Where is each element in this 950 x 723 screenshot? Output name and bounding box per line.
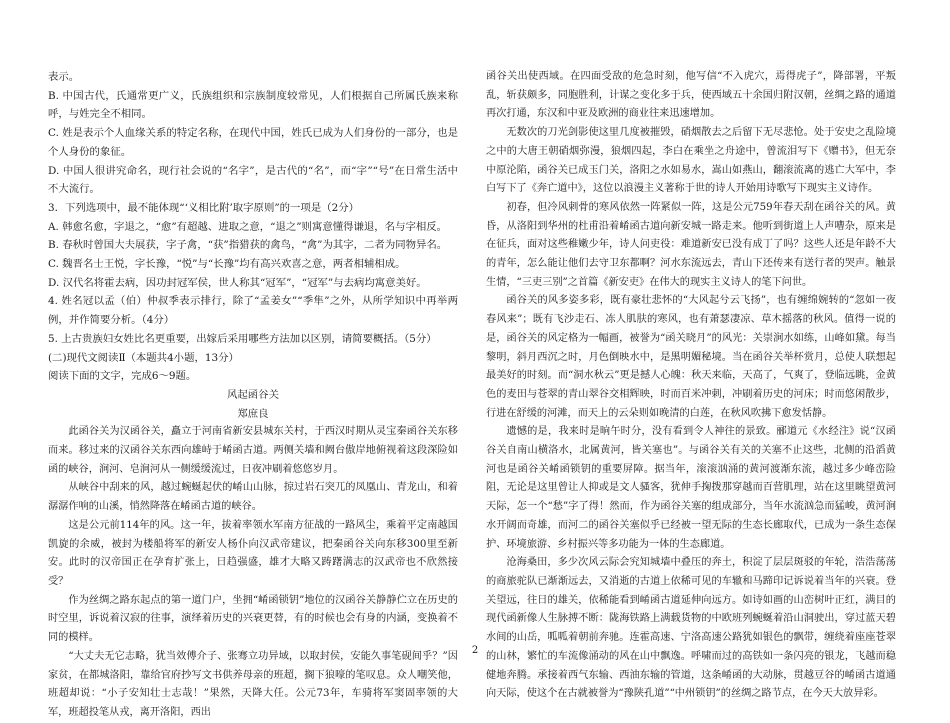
question-line: 表示。 — [48, 71, 80, 83]
essay-paragraph: 函谷关的风多姿多彩，既有豪壮悲怀的“大风起兮云飞扬”，也有缠绵婉转的“忽如一夜春风来”；既有飞沙走石、冻人肌肤的寒风，也有萧瑟凄凉、草木摇落的秋风。值得一说的是，函谷关的风定格为一幅画，被誉为“函关晓月”的风光：关崇涧水如练，山峰如黛。每当黎明，斜月西沉之时，月色倒映水中，是黑明媚秘境。当在函谷关举杯赏月，总使人联想起最美好的时刻。而“洞水秋云”更是撼人心魄：秋天来临，天高了，气爽了，登临远眺，金黄色的麦田与苍翠的青山翠谷交相辉映，时而百米冲刺，冲刷着历史的河床；时而悠闲散步，行进在舒缓的河滩，而天上的云朵则如晚清的白莲，在秋风吹拂下愈发恬静。 — [486, 295, 896, 419]
right-column — [486, 68, 896, 704]
question-option: C. 姓是表示个人血缘关系的特定名称，在现代中国，姓氏已成为人们身份的一部分，也是个人身份的象征。 — [48, 127, 458, 158]
essay-paragraph: 无数次的刀光剑影使这里几度被摧毁，硝烟散去之后留下无尽悲怆。处于安史之乱险境之中的大唐王朝硝烟弥漫，狼烟四起，李白在乘坐之舟途中，曾流泪写下《赠书》，但无奈中原沦陷，函谷关已成玉门关，洛阳之水如易水，嵩山如燕山，翻滚流离的逃亡大军中，李白写下了《奔亡道中》，这位以浪漫主义著称于世的诗人开始用诗歌写下现实主义诗作。 — [486, 127, 896, 195]
question-option: D. 中国人很讲究命名，现行社会说的“名字”，是古代的“名”，而“字”“号”在日常生活中不大流行。 — [48, 164, 458, 196]
essay-paragraph: 从峡谷中刮来的风，越过蜿蜒起伏的崤山山脉，掠过岩石突兀的凤凰山、青龙山，和着潺潺作响的山溪，悄然降落在崤函古道的峡谷。 — [48, 482, 458, 513]
left-column — [48, 68, 458, 723]
essay-author: 郑庶良 — [237, 407, 269, 420]
question-option: D. 汉代名将霍去病，因功封冠军侯，世人称其“冠军”，“冠军”与去病均寓意美好。 — [48, 276, 427, 289]
essay-paragraph: “大丈夫无它志略，犹当效傅介子、张骞立功异域，以取封侯，安能久事笔砚间乎？”因家贫，在都城洛阳，靠给官府抄写文书供养母亲的班超，搁下狼嚎的笔叹息。众人嘲笑他，班超却说：“小子安知壮士志哉！”果然，天降大任。公元73年，车骑将军窦固率领的大军，班超投笔从戎，离开洛阳，西出 — [48, 650, 458, 718]
section-instruction: 阅读下面的文字，完成6～9题。 — [48, 370, 197, 383]
essay-paragraph: 函谷关出使西域。在四面受敌的危急时刻，他写信“不入虎穴，焉得虎子”，降部署，平叛乱，斩获颇多，同胞胜利，计谋之变化多于兵，使西域五十余国归附汉朝，丝绸之路的通道再次打通，东汉和中亚及欧洲的商业往来迅速增加。 — [486, 71, 896, 120]
essay-paragraph: 此函谷关为汉函谷关，矗立于河南省新安县城东关村，于西汉时期从灵宝秦函谷关东移而来。移过来的汉函谷关东西向雄峙于崤函古道。两侧关墙和阙台傲岸地俯视着这段深险如函的峡谷，涧河、皂涧河从一侧缓缓流过，日夜冲刷着悠悠岁月。 — [48, 426, 458, 475]
essay-paragraph: 沧海桑田，多少次风云际会究知城墙中叠压的奔土，积淀了层层斑驳的年轮，浩浩荡荡的商旅驼队已渐渐远去，又消逝的古道上依稀可见的车辙和马蹄印记诉说着当年的兴衰。登关望远，往日的雄关，依稀能看到崤函古道延伸向远方。如诗如画的山峦树叶正红，满目的现代函新像人生脉搏不断：陇海铁路上满载货物的中欧班列蜿蜒着沿山洞驶出，穿过蓝天碧水间的山岳，呱呱着朝前奔驰。连霍高速、宁洛高速公路犹如银色的飘带，缠绕着座座苍翠的山林，繁忙的车流像涌动的风在山中飘逸。呼啸而过的高铁如一条闪亮的银龙，飞越而稳健地奔腾。承接着西气东输、西油东输的管道，这条崤函的大动脉，贯越豆谷的崤函古道通向天际，使这个在古就被誉为“豫陕孔道”“中州锁钥”的丝绸之路节点，在今天大放异彩。 — [486, 557, 896, 700]
question-option: A. 韩愈名愈，字退之，“愈”有超越、进取之意，“退之”则寓意懂得谦退，名与字相反。 — [48, 220, 448, 233]
question-stem: 3．下列选项中，最不能体现“‘义相比附’取字原则”的一项是（2分） — [48, 201, 359, 214]
question-stem: 5. 上古贵族妇女姓比名更重要，出嫁后采用哪些方法加以区别，请简要概括。（5分） — [48, 332, 437, 345]
section-heading: (二)现代文阅读Ⅱ（本题共4小题，13分） — [48, 351, 239, 364]
question-option: B. 中国古代，氏通常更广义，氏族组织和宗族制度较常见，人们根据自己所属氏族来称呼，与姓完全不相同。 — [48, 89, 458, 121]
essay-paragraph: 初春，但冷风刺骨的寒风依然一阵紧似一阵，这是公元759年春天刮在函谷关的风。黄昏，从洛阳到华州的杜甫沿着崤函古道向新安城一路走来。他听到街道上人声嘈杂，原来是在征兵，面对这些稚嫩少年，诗人问吏役：难道新安已没有成丁了吗？这些人还是年龄不大的青年，怎么能让他们去守卫东都啊？河水东流远去，青山下还传来有送行者的哭声。触景生情，“三吏三别”之首篇《新安吏》在伟大的现实主义诗人的笔下问世。 — [486, 201, 896, 288]
essay-paragraph: 这是公元前114年的风。这一年，拔着率领水军南方征战的一路风尘，乘着平定南越国凯旋的余威，被封为楼船将军的新安人杨仆向汉武帝建议，把秦函谷关向东移300里至新安。此时的汉帝国正在孕育扩张上，日趋强盛，雄才大略又踌躇满志的汉武帝也不欣然接受？ — [48, 519, 458, 587]
page-number: 2 — [471, 645, 479, 656]
question-option: C. 魏晋名士王悦，字长豫，“悦”与“长豫”均有高兴欢喜之意，两者相辅相成。 — [48, 258, 406, 271]
essay-paragraph: 遗憾的是，我来时是晌午时分，没有看到令人神往的景致。郦道元《水经注》说“汉函谷关自南山横洛水，北属黄河，皆关塞也”。与函谷关有关的关塞不止这些，北侧的沿滔黄河也是函谷关崤函锁钥的重要屏障。据当年，滚滚汹涌的黄河渡渐东流，越过多少峰峦险阻，无论是这里曾让人抑或是文人骚客，犹伸手掬拨那穿越而百营肌理，站在这里眺望黄河天际，怎一个“愁”字了得！然而，作为函谷关塞的组成部分，当年水流汹急而猛峻，黄河涧水开阔而奇雄，而河二的函谷关塞似乎已经被一望无际的生态长廊取代，已成为一条生态保护、环境旅游、乡村振兴等多功能为一体的生态廊道。 — [486, 426, 896, 550]
question-stem: 4. 姓名冠以孟（伯）仲叔季表示排行，除了“孟姜女”“季隼”之外，从所学知识中再举两例，并作简要分析。（4分） — [48, 295, 458, 327]
question-option: B. 春秋时曾国大夫展获，字子禽，“获”指猎获的禽鸟，“禽”为其字，二者为同物异名。 — [48, 239, 448, 252]
essay-title: 风起函谷关 — [227, 388, 279, 401]
essay-paragraph: 作为丝绸之路东起点的第一道门户，坐拥“崤函锁钥”地位的汉函谷关静静伫立在历史的时空里，诉说着汉寂的往事，演绎着历史的兴衰更替，有的时候也会有身的内涵，变换着不同的模样。 — [48, 594, 458, 644]
